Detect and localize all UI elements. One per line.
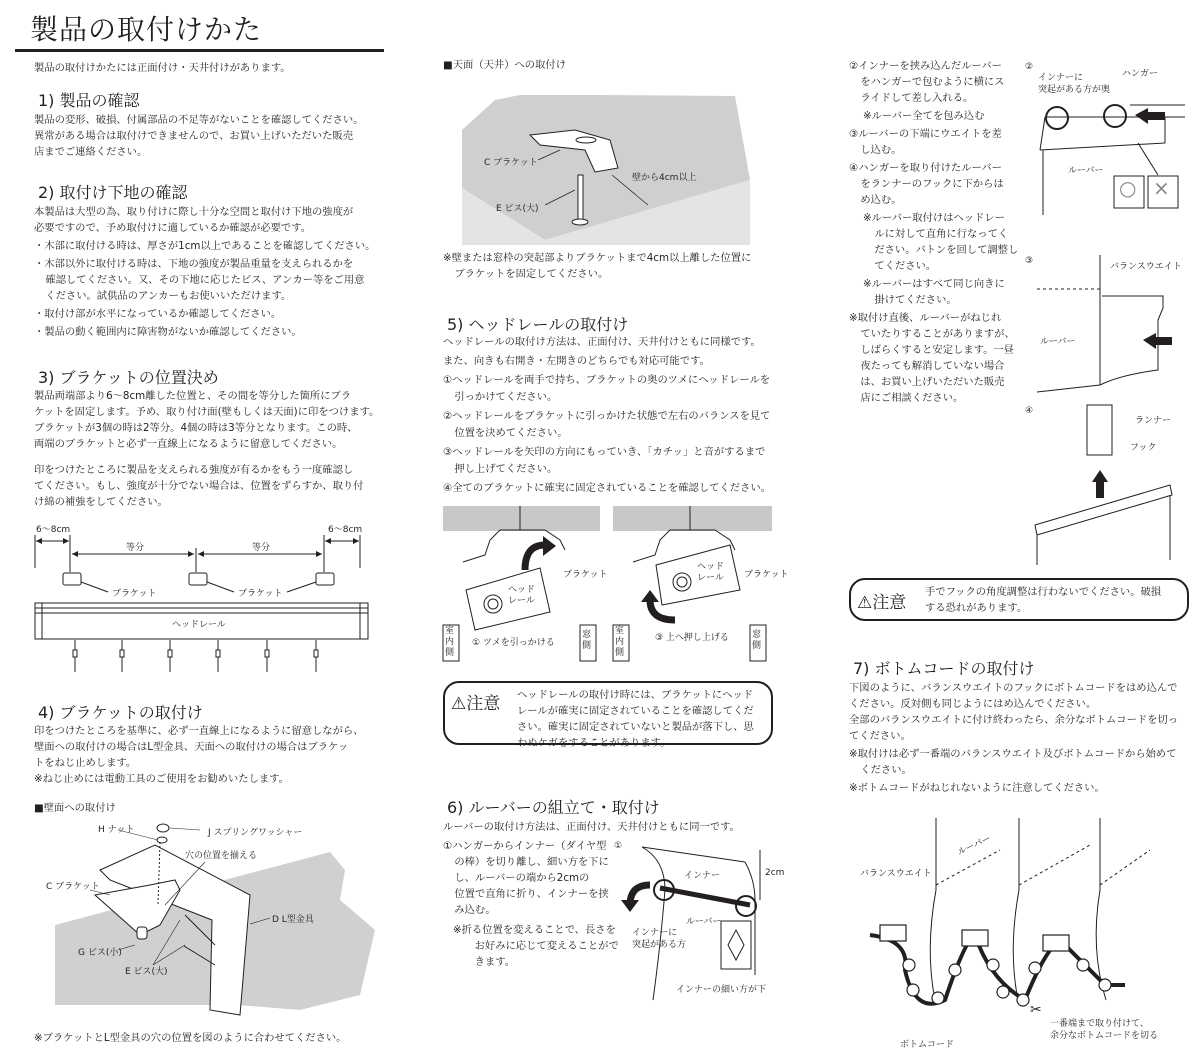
j-washer-label: J スプリングワッシャー <box>208 828 303 838</box>
text-line: ④全てのブラケットに確実に固定されていることを確認してください。 <box>443 482 771 494</box>
step-3-caption: ③ 上へ押し上げる <box>655 633 729 643</box>
fig-1-number: ① <box>614 841 623 851</box>
text-line: 確認してください。又、その下地に応じたビス、アンカー等をご用意 <box>45 274 365 286</box>
text-line: 引っかけてください。 <box>454 391 558 403</box>
text-line: ケットを固定します。予め、取り付け面(壁もしくは天面)に印をつけます。 <box>34 406 380 418</box>
indoor-side-label: 室内側 <box>445 626 455 658</box>
margin-left-label: 6〜8cm <box>36 525 71 535</box>
text-line: ヘッドレールの取付け方法は、正面付け、天井付けともに同様です。 <box>443 336 761 348</box>
wall-mount-note: ※ブラケットとL型金具の穴の位置を図のように合わせてください。 <box>34 1032 347 1044</box>
text-line: 製品両端部より6〜8cm離した位置と、その間を等分した箇所にブラ <box>34 390 352 402</box>
text-line: ②ヘッドレールをブラケットに引っかけた状態で左右のバランスを見て <box>443 410 771 422</box>
text-line: をハンガーで包むように横にス <box>860 76 1005 88</box>
text-line: け綿の補強をしてください。 <box>34 496 168 508</box>
text-line: の棒）を切り離し、細い方を下に <box>454 856 609 868</box>
bracket-label: ブラケット <box>744 570 789 580</box>
text-line: 必要ですので、予め取付けに適しているか確認が必要です。 <box>34 222 311 234</box>
e-screw-label: E ビス(大) <box>496 204 539 214</box>
text-line: ②インナーを挟み込んだルーバー <box>849 60 1002 72</box>
text-line: 両端のブラケットと必ず一直線上になるように留意してください。 <box>34 438 343 450</box>
louver-label: ルーバー <box>1040 337 1076 347</box>
caution-label: ⚠注意 <box>451 694 501 714</box>
text-line: ※ルーバー取付けはヘッドレー <box>863 212 1005 224</box>
text-line: ※取付け直後、ルーバーがねじれ <box>849 312 1002 324</box>
text-line: 印をつけたところを基準に、必ず一直線上になるように留意しながら、 <box>34 725 364 737</box>
text-line: わぬケガをすることがあります。 <box>517 737 671 749</box>
2cm-label: 2cm <box>765 868 785 878</box>
text-line: み込む。 <box>454 904 496 916</box>
text-line: し込む。 <box>860 144 902 156</box>
ok-mark: ○ <box>1119 176 1137 200</box>
inner-bump-label: インナーに 突起がある方 <box>632 928 687 950</box>
equal-right-label: 等分 <box>252 543 271 553</box>
section-7-heading: 7) ボトムコードの取付け <box>853 659 1035 678</box>
balance-weight-label: バランスウエイト <box>860 869 932 879</box>
headrail-label: ヘッド レール <box>508 585 536 606</box>
c-bracket-label: C ブラケット <box>484 158 538 168</box>
text-line: ③ヘッドレールを矢印の方向にもっていき、「カチッ」と音がするまで <box>443 446 766 458</box>
text-line: また、向きも右開き・左開きのどちらでも対応可能です。 <box>443 355 710 367</box>
text-line: をランナーのフックに下からは <box>860 178 1004 190</box>
runner-label: ランナー <box>1135 416 1172 426</box>
text-line: 位置で直角に折り、インナーを挟 <box>454 888 609 900</box>
text-line: しばらくすると安定します。一昼 <box>860 344 1014 356</box>
text-line: ※ルーバー全てを包み込む <box>863 110 985 122</box>
hook-label: フック <box>1130 443 1157 453</box>
margin-right-label: 6〜8cm <box>328 525 363 535</box>
text-line: ①ハンガーからインナー（ダイヤ型 <box>443 840 607 852</box>
text-line: ・製品の動く範囲内に障害物がないか確認してください。 <box>34 326 302 338</box>
window-side-label: 窓側 <box>582 630 592 651</box>
text-line: ヘッドレールの取付け時には、ブラケットにヘッド <box>517 689 754 701</box>
text-line: 製品の変形、破損、付属部品の不足等がないことを確認してください。 <box>34 114 364 126</box>
text-line: 店までご連絡ください。 <box>34 146 148 158</box>
headrail-label: ヘッド レール <box>697 562 725 583</box>
align-holes-label: 穴の位置を揃える <box>185 851 258 861</box>
section-2-heading: 2) 取付け下地の確認 <box>38 183 188 202</box>
h-nut-label: H ナット <box>98 825 135 835</box>
inner-thin-down-label: インナーの細い方が下 <box>676 985 767 995</box>
text-line: ※折る位置を変えることで、長さを <box>453 924 616 936</box>
text-line: ※取付けは必ず一番端のバランスウエイト及びボトムコードから始めて <box>849 748 1177 760</box>
indoor-side-label: 室内側 <box>615 626 625 658</box>
text-line: 壁面への取付けの場合はL型金具、天面への取付けの場合はブラケッ <box>34 741 349 753</box>
text-line: ※ねじ止めには電動工具のご使用をお勧めいたします。 <box>34 773 289 785</box>
fig-2-number: ② <box>1025 62 1034 72</box>
text-line: 押し上げてください。 <box>454 463 558 475</box>
section-5-heading: 5) ヘッドレールの取付け <box>447 315 629 334</box>
text-line: する恐れがあります。 <box>925 602 1028 614</box>
distance-label: 壁から4cm以上 <box>632 173 697 183</box>
fig-4-number: ④ <box>1025 406 1034 416</box>
intro-text: 製品の取付けかたには正面付け・天井付けがあります。 <box>34 62 291 74</box>
g-screw-label: G ビス(小) <box>78 948 122 958</box>
text-line: てください。 <box>849 730 911 742</box>
text-line: ③ルーバーの下端にウエイトを差 <box>849 128 1002 140</box>
text-line: てください。もし、強度が十分でない場合は、位置をずらすか、取り付 <box>34 480 364 492</box>
text-line: トをねじ止めします。 <box>34 757 137 769</box>
ng-mark: × <box>1153 176 1170 200</box>
text-line: きます。 <box>474 956 515 968</box>
fig-3-number: ③ <box>1025 256 1034 266</box>
text-line: ていたりすることがありますが、 <box>860 328 1015 340</box>
text-line: ※ボトムコードがねじれないように注意してください。 <box>849 782 1105 794</box>
text-line: し、ルーバーの端から2cmの <box>454 872 590 884</box>
text-line: ください。反対側も同じようにはめ込んでください。 <box>849 698 1097 710</box>
text-line: ・木部に取付ける時は、厚さが1cm以上であることを確認してください。 <box>34 240 376 252</box>
text-line: 掛けてください。 <box>874 294 957 306</box>
text-line: ください。 <box>860 764 912 776</box>
ceiling-mount-heading: ■天面（天井）への取付け <box>443 59 566 71</box>
text-line: め込む。 <box>860 194 902 206</box>
headrail-label: ヘッドレール <box>172 620 226 630</box>
text-line: ※壁または窓枠の突起部よりブラケットまで4cm以上離した位置に <box>443 252 752 264</box>
text-line: ブラケットを固定してください。 <box>454 268 609 280</box>
text-line: ルに対して直角に行なってく <box>874 228 1009 240</box>
section-3-heading: 3) ブラケットの位置決め <box>38 368 219 387</box>
section-4-heading: 4) ブラケットの取付け <box>38 703 203 722</box>
text-line: お好みに応じて変えることがで <box>474 940 619 952</box>
hanger-label: ハンガー <box>1122 69 1159 79</box>
text-line: ④ハンガーを取り付けたルーバー <box>849 162 1002 174</box>
balance-weight-label: バランスウエイト <box>1110 262 1182 272</box>
caution-label: ⚠注意 <box>857 593 907 613</box>
text-line: てください。 <box>874 260 937 272</box>
step-1-caption: ① ツメを引っかける <box>472 638 555 648</box>
text-line: ライドして差し入れる。 <box>860 92 974 104</box>
bracket-label: ブラケット <box>112 589 157 599</box>
section-1-heading: 1) 製品の確認 <box>38 91 140 110</box>
bracket-label: ブラケット <box>563 570 608 580</box>
text-line: ・木部以外に取付ける時は、下地の強度が製品重量を支えられるかを <box>34 258 354 270</box>
text-line: 本製品は大型の為、取り付けに際し十分な空間と取付け下地の強度が <box>34 206 354 218</box>
text-line: ※ルーバーはすべて同じ向きに <box>863 278 1005 290</box>
inner-label: インナー <box>684 871 721 881</box>
text-line: 下図のように、バランスウエイトのフックにボトムコードをはめ込んで <box>849 682 1178 694</box>
text-line: 手でフックの角度調整は行わないでください。破損 <box>925 586 1162 598</box>
text-line: ブラケットが3個の時は2等分。4個の時は3等分となります。この時、 <box>34 422 358 434</box>
text-line: レールが確実に固定されていることを確認してくだ <box>517 705 754 717</box>
scissors-icon: ✂ <box>1030 1002 1042 1018</box>
bottom-cord-label: ボトムコード <box>900 1040 955 1050</box>
c-bracket-label: C ブラケット <box>46 882 100 892</box>
section-6-heading: 6) ルーバーの組立て・取付け <box>447 798 660 817</box>
bracket-label: ブラケット <box>238 589 283 599</box>
text-line: 位置を決めてください。 <box>454 427 568 439</box>
e-screw-label: E ビス(大) <box>125 967 168 977</box>
text-line: さい。確実に固定されていないと製品が落下し、思 <box>517 721 754 733</box>
text-line: ①ヘッドレールを両手で持ち、ブラケットの奥のツメにヘッドレールを <box>443 374 771 386</box>
louver-label: ルーバー <box>1068 166 1104 176</box>
cut-instruction-label: 一番端まで取り付けて、 余分なボトムコードを切る <box>1050 1019 1159 1041</box>
window-side-label: 窓側 <box>752 630 762 651</box>
louver-label: ルーバー <box>956 833 993 858</box>
d-lbracket-label: D L型金具 <box>272 915 314 925</box>
text-line: ください。試供品のアンカーもお使いいただけます。 <box>45 290 292 302</box>
text-line: 夜たっても解消していない場合 <box>860 360 1005 372</box>
louver-label: ルーバー <box>686 917 722 927</box>
inner-bump-back-label: インナーに 突起がある方が奥 <box>1038 73 1111 95</box>
text-line: 異常がある場合は取付けできませんので、お買い上げいただいた販売 <box>34 130 353 142</box>
equal-left-label: 等分 <box>126 543 145 553</box>
text-line: 店にご相談ください。 <box>860 392 964 404</box>
text-line: 印をつけたところに製品を支えられる強度が有るかをもう一度確認し <box>34 464 354 476</box>
text-line: 全部のバランスウエイトに付け終わったら、余分なボトムコードを切っ <box>849 714 1179 726</box>
text-line: ・取付け部が水平になっているか確認してください。 <box>34 308 282 320</box>
text-line: ルーバーの取付け方法は、正面付け、天井付けともに同一です。 <box>443 821 740 833</box>
text-line: は、お買い上げいただいた販売 <box>860 376 1005 388</box>
wall-mount-heading: ■壁面への取付け <box>34 802 116 814</box>
page-title: 製品の取付けかた <box>30 13 263 46</box>
text-line: ださい。バトンを回して調整し <box>874 244 1019 256</box>
